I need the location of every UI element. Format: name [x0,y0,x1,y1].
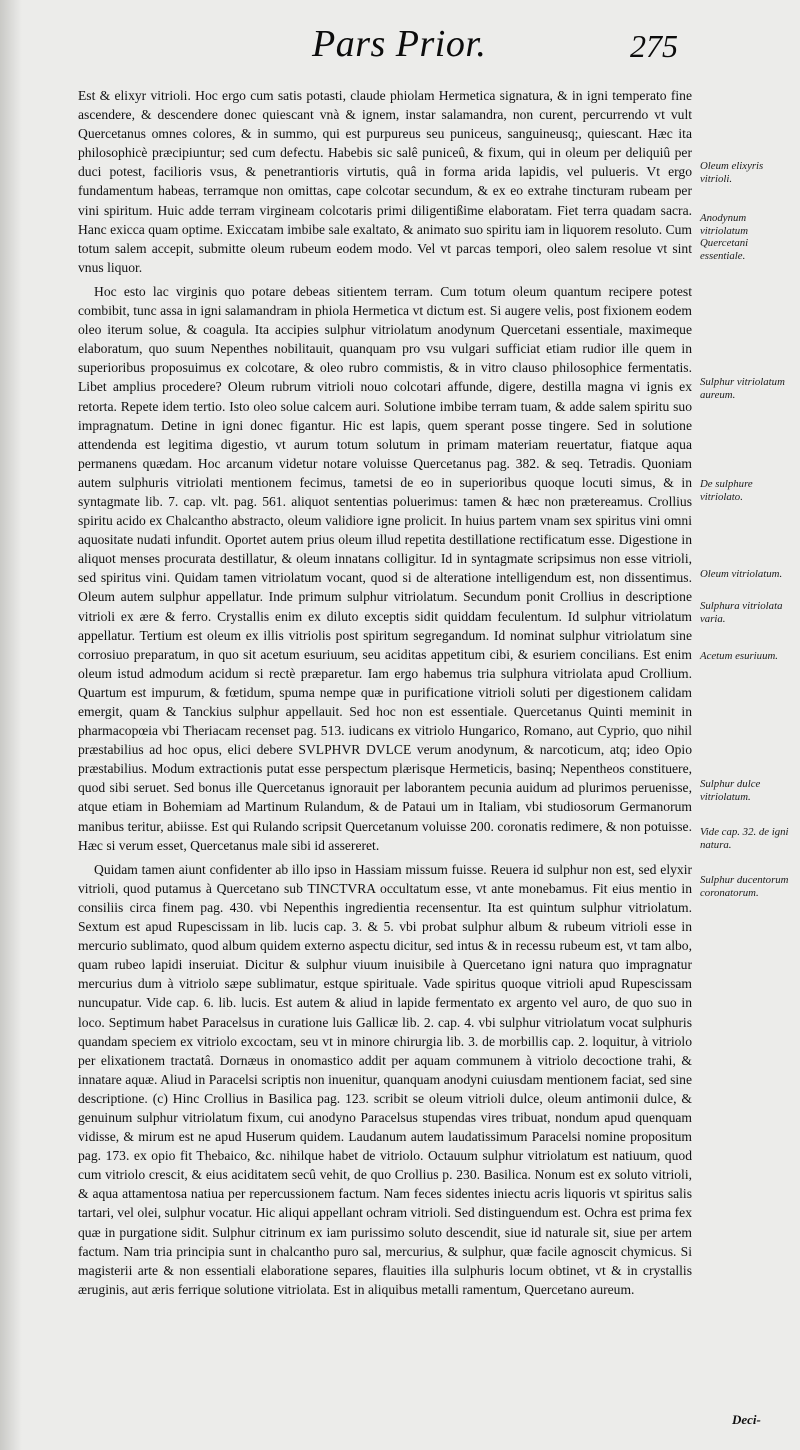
marginal-note: Oleum vitriolatum. [700,568,783,580]
marginal-note: Sulphur dulce vitriolatum. [700,778,761,803]
spine-shadow [0,0,22,1450]
page-number: 275 [630,28,678,64]
marginal-note: Sulphur vitriolatum aureum. [700,376,785,401]
page-header [300,22,700,72]
marginal-note: Anodynum vitriolatum Quercetani essentiale. [700,212,749,262]
paragraph: Est & elixyr vitrioli. Hoc ergo cum satis potasti, claude phiolam Hermetica signatura, & in igni temperato fine ascendere, & descendere donec quiescant vnà & ignem, instar salamandra, non curent, percurrendo vt vult Quercetanus omnes colores, & in summo, qui est purpureus seu puniceus, sanguineusq;, quiescant. Hæc ita philosophicè præcipiuntur; sed cum defectu. Habebis sic salê puniceû, & fixum, qui in oleum per deliquiû per duci potest, facilioris vsus, & penetrantioris virtutis, quâ in forma arida lapidis, vel pulueris. Vt ergo fundamentum habeas, terramque non omittas, cape colcotar secundum, & ex eo extrahe tincturam rubeam per vini spiritum. Huic adde terram virgineam colcotaris primi diligentißime elaboratam. Fiet terra quadam sacra. Hanc exicca quam optime. Exiccatam imbibe sale exaltato, & animato suo spiritu iam in liquorem resoluto. Cum totum salem accepit, submitte oleum rubeum eodem modo. Vel vt parcas tempori, oleo salem resolue vt sint vnus liquor. [78,88,692,275]
paragraph: Quidam tamen aiunt confidenter ab illo ipso in Hassiam missum fuisse. Reuera id sulphur non est, sed elyxir vitrioli, quod putamus à Quercetano sub TINCTVRA occultatum esse, vt ante monebamus. Fit eius mentio in consiliis circa finem pag. 430. vbi Nepenthis ingredientia recensentur. Ita est quintum sulphur vitriolatum. Sextum est apud Rupescissam in lib. lucis cap. 3. & 5. vbi probat sulphur album & rubeum vitrioli esse in mercurio sublimato, quod album quidem externo aspectu dicitur, sed intus & in recessu rubeum est, vt tam albo, quam rubeo lapidi inseruiat. Dicitur & sulphur viuum inuisibile à Quercetano igni natura quo impragnatur mercurius dum à vitriolo sæpe sublimatur, estque spirituale. Vade spiritus quoque vitrioli apud Rupescissam nuncupatur. Vide cap. 6. lib. lucis. Est autem & aliud in lapide fermentato ex argento vel auro, de quo suo in loco. Septimum habet Paracelsus in curatione luis Gallicæ lib. 2. cap. 4. vbi sulphur vitriolatum vocat sulphuris quandam speciem ex vitriolo excoctam, seu vt in minore chirurgia lib. 3. de morbillis cap. 2. loquitur, à vitriolo per elixationem tractatâ. Dornæus in onomastico addit per aquam communem à vitriolo decoctione trahi, & innatare aquæ. Aliud in Paracelsi scriptis non inuenitur, quanquam anodyni cuiusdam mentionem faciat, sed sine descriptione. (c) Hinc Crollius in Basilica pag. 123. scribit se oleum vitrioli dulce, oleum antimonii dulce, & genuinum sulphur vitriolatum fixum, cui anodyno Paracelsus stupendas vires tribuat, nondum apud quenquam vidisse, & mirum est ne apud Huserum quidem. Laudanum autem laudatissimum Paracelsi nomine propositum pag. 173. ex opio fit Thebaico, &c. nihilque habet de vitriolo. Octauum sulphur vitriolatum est natiuum, quod cum vitriolo crescit, & eius aciditatem secû vehit, de quo Crollius p. 230. Basilica. Nonum est ex soluto vitrioli, & aqua attamentosa natiua per repercussionem factum. Nam feces sidentes iniectu acris liquoris vt spiritus salis tartari, vel olei, sulphur vocatur. Hic aliqui appellant ochram vitrioli. Sed distinguendum est. Ochra est prima fex quæ in purgatione sidit. Sulphur citrinum ex iam purissimo soluto descendit, siue id naturale sit, siue per artem factum. Nam tria principia sunt in chalcantho puro sal, mercurius, & sulphur, quæ facile agnoscit chymicus. Si magisterii arte & non essentiali elaboratione separes, flauities illa sulphuris locum obtinet, vt & in crystallis æruginis, aut æris ferrique solutione vitriolata. Est in aliquibus metalli ramentum, Quercetano aureum. [78,861,692,1297]
marginal-note: Vide cap. 32. de igni natura. [700,826,789,851]
marginal-note: Sulphura vitriolata varia. [700,600,783,625]
marginal-note: Oleum elixyris vitrioli. [700,160,764,185]
running-title: Pars Prior. [312,23,487,65]
paragraph: Hoc esto lac virginis quo potare debeas sitientem terram. Cum totum oleum quantum recipere potest combibit, tunc assa in igni salamandram in phiola Hermetica vt dictum est. Si augere velis, post fixionem eodem oleo iterum solue, & coagula. Ita accipies sulphur vitriolatum anodynum Quercetani essentiale, maximeque elaboratum, quo suum Nepenthes nobilitauit, quanquam pro vsu vulgari sufficiat etiam rudior ille quem in superioribus proposuimus ex colcotare, & oleo rubro commistis, & in vitro clauso philosophice fermentatis. Libet amplius procedere? Oleum rubrum vitrioli nouo colcotari affunde, digere, destilla magna vi ignis ex retorta. Repete idem tertio. Isto oleo solue calcem auri. Solutione imbibe terram tuam, & adde salem spiritu suo impragnatum. Detine in igni donec figantur. Hic est lapis, quem sperant posse tingere. Sed in solutione attendenda est legitima digestio, vt aurum totum solutum in primam materiam reuertatur, fiatque aqua permanens quædam. Hoc arcanum videtur notare voluisse Quercetanus pag. 382. & seq. Tetradis. Quoniam autem sulphuris vitriolati mentionem fecimus, tametsi de eo in superioribus quoque locuti simus, & in syntagmate lib. 7. cap. vlt. pag. 561. aliquot sententias poluerimus: tamen & hæc non prætereamus. Crollius spiritu acido ex Chalcantho abstracto, oleum validiore igne prolicit. In huius partem vnam sex spiritus vini omni aquositate nudati infundit. Oportet autem prius oleum illud repetita destillatione rectificatum esse. Digestione in aliquot menses procurata destillatur, & oleum innatans colligitur. Id in syntagmate scripsimus non esse vitrioli, sed spiritus vini. Quidam tamen vitriolatum vocant, quod si de alteratione intelligendum est, non dissentimus. Oleum autem sulphur appellatur. Inde primum sulphur vitriolatum. Secundum ponit Crollius in descriptione vitrioli ex ære & ferro. Crystallis enim ex diluto exceptis sidit quiddam feculentum. Id sulphur vitriolatum appellatur. Tertium est oleum ex illis vitriolis post spiritum segregandum. Id nominat sulphur vitriolatum sine corrosiuo preparatum, in quo sit acetum esuriuum, seu aciditas appetitum cibi, & esuriem concilians. Est enim oleum istud admodum acidum si rectè præparetur. Iam ergo habemus tria sulphura vitriolata apud Crollium. Quartum est impurum, & fœtidum, spuma nempe quæ in purificatione vitrioli soluti per digestionem calidam emergit, quam & Tanckius sulphur appellauit. Sed hoc non est essentiale. Quercetanus Quinti meminit in pharmacopœia vbi Theriacam recenset pag. 513. iudicans ex vitriolo Hungarico, Romano, aut Cyprio, quo nihil præstabilius ad hoc opus, elici debere SVLPHVR DVLCE verum anodynum, & narcoticum, atq; ideo Opio præstabilius. Modum extractionis putat esse perspectum plærisque Hermeticis, basinq; Nepentheos constituere, quod sibi seruet. Sed bonus ille Quercetanus ignorauit per laborantem pecunia auidum ad plurimos peruenisse, atque etiam in Bohemiam ad Martinum Rulandum, & de Pataui um in Italiam, vbi studiosorum Germanorum manibus teritur, abiisse. Est qui Rulando scripsit Quercetanum voluisse 200. coronatis redimere, & non potuisse. Hæc si verum esset, Quercetanus male sibi id assereret. [78,283,692,853]
marginal-note: De sulphure vitriolato. [700,478,753,503]
main-text-block [78,86,692,1299]
marginal-note: Sulphur ducentorum coronatorum. [700,874,789,899]
catchword: Deci- [732,1412,761,1427]
marginal-note: Acetum esuriuum. [700,650,778,662]
